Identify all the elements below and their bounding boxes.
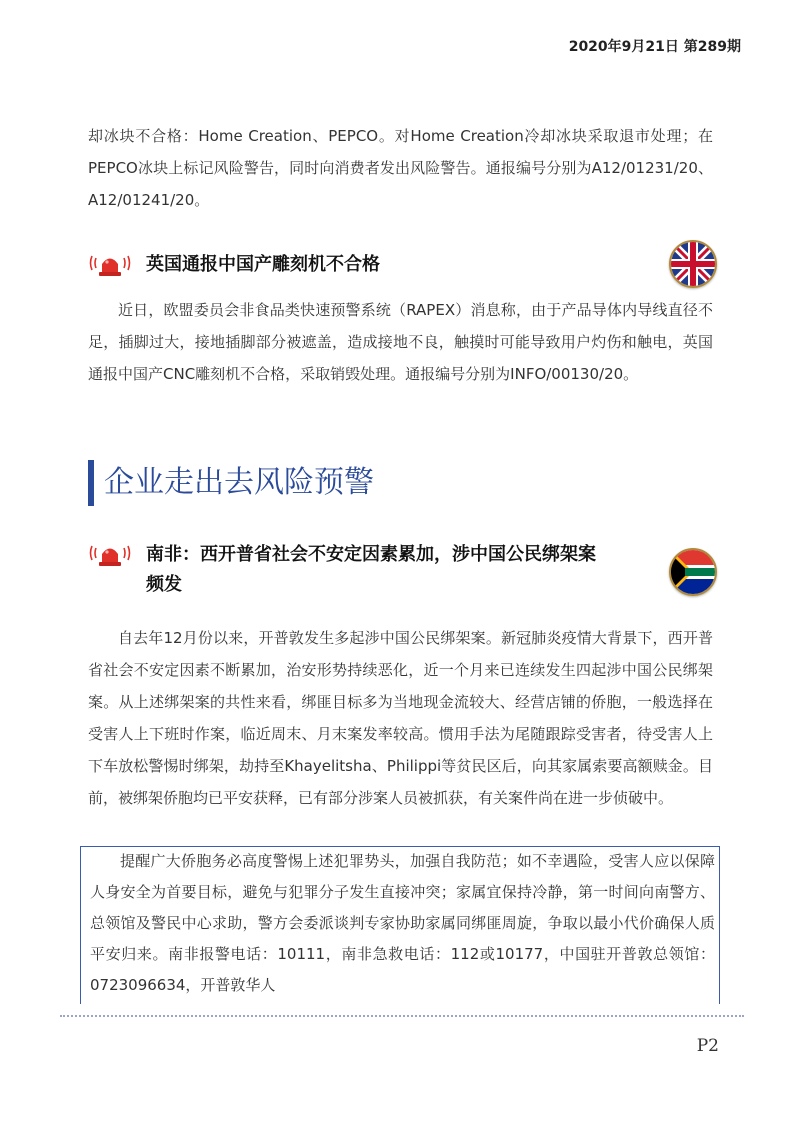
sa-item-title: 南非：西开普省社会不安定因素累加，涉中国公民绑架案频发 <box>146 544 596 595</box>
uk-item-title: 英国通报中国产雕刻机不合格 <box>146 254 380 275</box>
intro-paragraph: 却冰块不合格：Home Creation、PEPCO。对Home Creation冷却冰块采取退市处理；在PEPCO冰块上标记风险警告，同时向消费者发出风险警告。通报编号分别为A12/01231/20、A12/01241/20。 <box>88 127 713 209</box>
alarm-icon <box>88 250 132 278</box>
uk-item-paragraph: 近日，欧盟委员会非食品类快速预警系统（RAPEX）消息称，由于产品导体内导线直径不足，插脚过大，接地插脚部分被遮盖，造成接地不良，触摸时可能导致用户灼伤和触电，英国通报中国产CNC雕刻机不合格，采取销毁处理。通报编号分别为INFO/00130/20。 <box>88 301 713 383</box>
south-africa-flag-icon <box>669 548 717 596</box>
section-title-bar <box>88 460 94 506</box>
alarm-icon <box>88 540 132 568</box>
sa-item-heading <box>88 540 606 600</box>
page-number: P2 <box>696 1036 719 1056</box>
notice-paragraph: 提醒广大侨胞务必高度警惕上述犯罪势头，加强自我防范；如不幸遇险，受害人应以保障人身安全为首要目标，避免与犯罪分子发生直接冲突；家属宜保持冷静，第一时间向南警方、总领馆及警民中心求助，警方会委派谈判专家协助家属同绑匪周旋，争取以最小代价确保人质平安归来。南非报警电话：10111，南非急救电话：112或10177，中国驻开普敦总领馆：0723096634，开普敦华人 <box>90 852 715 994</box>
section-title: 企业走出去风险预警 <box>104 465 374 500</box>
sa-item-paragraph: 自去年12月份以来，开普敦发生多起涉中国公民绑架案。新冠肺炎疫情大背景下，西开普省社会不安定因素不断累加，治安形势持续恶化，近一个月来已连续发生四起涉中国公民绑架案。从上述绑架案的共性来看，绑匪目标多为当地现金流较大、经营店铺的侨胞，一般选择在受害人上下班时作案，临近周末、月末案发率较高。惯用手法为尾随跟踪受害者，待受害人上下车放松警惕时绑架，劫持至Khayelitsha、Philippi等贫民区后，向其家属索要高额赎金。目前，被绑架侨胞均已平安获释，已有部分涉案人员被抓获，有关案件尚在进一步侦破中。 <box>88 629 713 807</box>
uk-flag-icon <box>669 240 717 288</box>
footer-divider <box>60 1015 744 1017</box>
issue-date: 2020年9月21日 第289期 <box>568 39 741 55</box>
uk-item-heading <box>88 250 606 280</box>
